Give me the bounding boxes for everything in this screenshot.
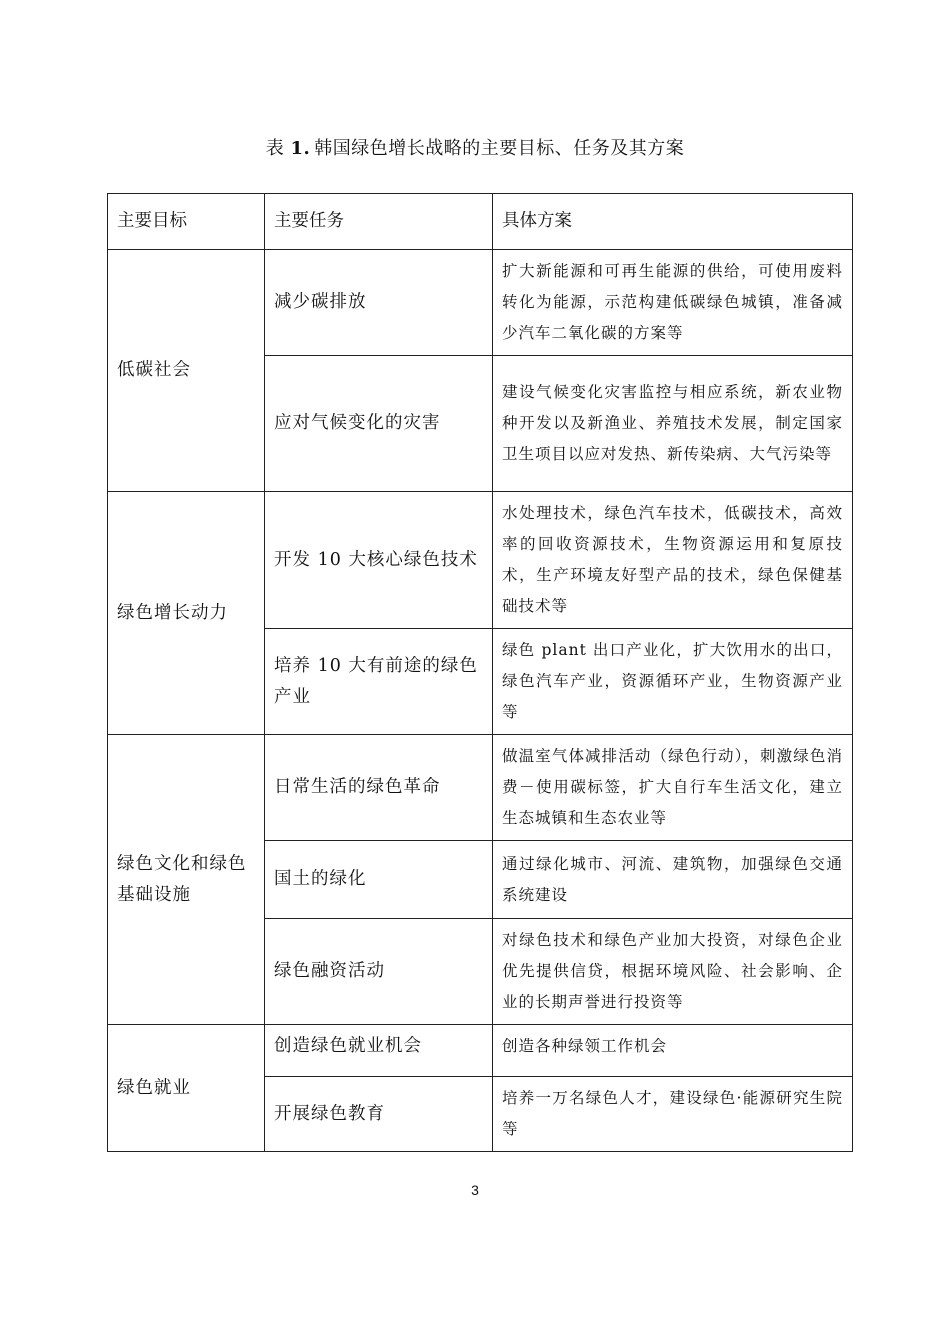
goal-cell: 绿色文化和绿色基础设施 [108,735,265,1025]
plan-cell: 通过绿化城市、河流、建筑物，加强绿色交通系统建设 [493,841,853,919]
plan-cell: 培养一万名绿色人才，建设绿色·能源研究生院等 [493,1077,853,1152]
task-cell: 日常生活的绿色革命 [265,735,493,841]
plan-cell: 对绿色技术和绿色产业加大投资，对绿色企业优先提供信贷，根据环境风险、社会影响、企业的长期声誉进行投资等 [493,919,853,1025]
table-row [108,492,853,629]
header-row [108,194,853,250]
goal-cell: 绿色就业 [108,1025,265,1152]
task-cell: 绿色融资活动 [265,919,493,1025]
table-row [108,250,853,356]
caption-text: 韩国绿色增长战略的主要目标、任务及其方案 [314,138,685,159]
header-task: 主要任务 [265,194,493,250]
plan-cell: 建设气候变化灾害监控与相应系统，新农业物种开发以及新渔业、养殖技术发展，制定国家卫生项目以应对发热、新传染病、大气污染等 [493,356,853,492]
task-cell: 培养 10 大有前途的绿色产业 [265,629,493,735]
header-plan: 具体方案 [493,194,853,250]
header-goal: 主要目标 [108,194,265,250]
task-cell: 开展绿色教育 [265,1077,493,1152]
table-row [108,1025,853,1077]
strategy-table [107,193,853,1152]
plan-cell: 绿色 plant 出口产业化，扩大饮用水的出口，绿色汽车产业，资源循环产业，生物资源产业等 [493,629,853,735]
task-cell: 减少碳排放 [265,250,493,356]
task-cell: 国土的绿化 [265,841,493,919]
plan-cell: 扩大新能源和可再生能源的供给，可使用废料转化为能源，示范构建低碳绿色城镇，准备减少汽车二氧化碳的方案等 [493,250,853,356]
task-cell: 开发 10 大核心绿色技术 [265,492,493,629]
goal-cell: 绿色增长动力 [108,492,265,735]
caption-number: 1. [290,138,311,159]
plan-cell: 水处理技术，绿色汽车技术，低碳技术，高效率的回收资源技术，生物资源运用和复原技术，生产环境友好型产品的技术，绿色保健基础技术等 [493,492,853,629]
plan-cell: 创造各种绿领工作机会 [493,1025,853,1077]
task-cell: 创造绿色就业机会 [265,1025,493,1077]
caption-prefix: 表 [265,138,285,159]
page-number: 3 [471,1182,479,1198]
table-caption [0,134,950,160]
task-cell: 应对气候变化的灾害 [265,356,493,492]
plan-cell: 做温室气体减排活动（绿色行动），刺激绿色消费－使用碳标签，扩大自行车生活文化，建立生态城镇和生态农业等 [493,735,853,841]
table-row [108,735,853,841]
goal-cell: 低碳社会 [108,250,265,492]
